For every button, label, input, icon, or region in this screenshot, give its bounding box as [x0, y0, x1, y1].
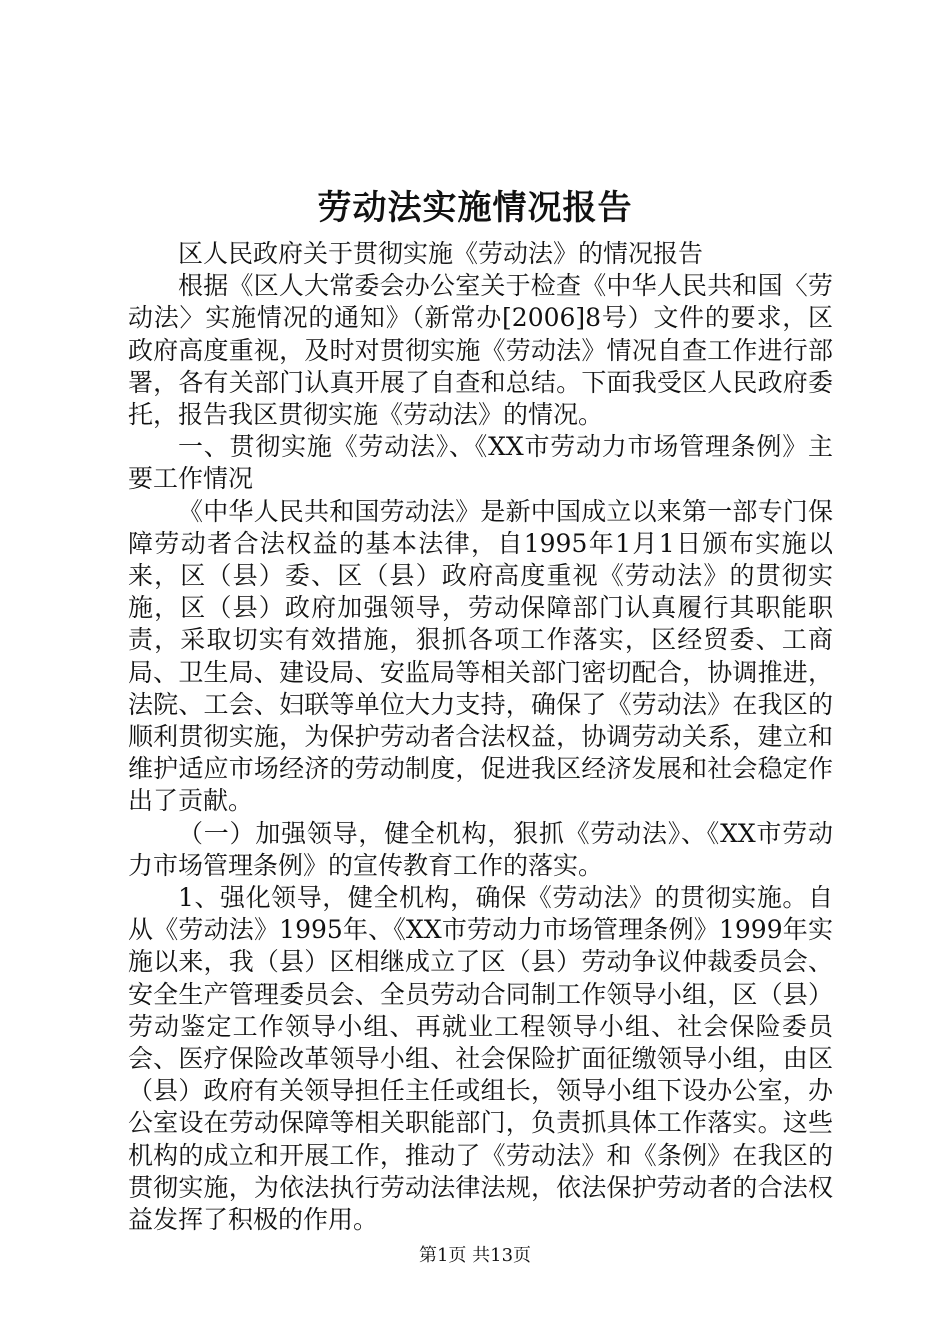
paragraph-leadership-institutions: 1、强化领导，健全机构，确保《劳动法》的贯彻实施。自从《劳动法》1995年、《XX市劳动力市场管理条例》1999年实施以来，我（县）区相继成立了区（县）劳动争议仲裁委员会、安全生产管理委员会、全员劳动合同制工作领导小组，区（县）劳动鉴定工作领导小组、再就业工程领导小组、社会保险委员会、医疗保险改革领导小组、社会保险扩面征缴领导小组，由区（县）政府有关领导担任主任或组长，领导小组下设办公室，办公室设在劳动保障等相关职能部门，负责抓具体工作落实。这些机构的成立和开展工作，推动了《劳动法》和《条例》在我区的贯彻实施，为依法执行劳动法律法规，依法保护劳动者的合法权益发挥了积极的作用。	[128, 883, 833, 1235]
subsection-heading-1: （一）加强领导，健全机构，狠抓《劳动法》、《XX市劳动力市场管理条例》的宣传教育工作的落实。	[128, 818, 833, 880]
document-title: 劳动法实施情况报告	[317, 188, 633, 228]
paragraph-labor-law-overview: 《中华人民共和国劳动法》是新中国成立以来第一部专门保障劳动者合法权益的基本法律，自1995年1月1日颁布实施以来，区（县）委、区（县）政府高度重视《劳动法》的贯彻实施，区（县）政府加强领导，劳动保障部门认真履行其职能职责，采取切实有效措施，狠抓各项工作落实，区经贸委、工商局、卫生局、建设局、安监局等相关部门密切配合，协调推进，法院、工会、妇联等单位大力支持，确保了《劳动法》在我区的顺利贯彻实施，为保护劳动者合法权益，协调劳动关系，建立和维护适应市场经济的劳动制度，促进我区经济发展和社会稳定作出了贡献。	[128, 496, 833, 816]
page-footer: 第1页 共13页	[418, 1245, 532, 1266]
document-body	[128, 238, 833, 1236]
paragraph-intro: 根据《区人大常委会办公室关于检查《中华人民共和国〈劳动法〉实施情况的通知》（新常办[2006]8号）文件的要求，区政府高度重视，及时对贯彻实施《劳动法》情况自查工作进行部署，各有关部门认真开展了自查和总结。下面我受区人民政府委托，报告我区贯彻实施《劳动法》的情况。	[128, 271, 833, 430]
section-heading-1: 一、贯彻实施《劳动法》、《XX市劳动力市场管理条例》主要工作情况	[128, 432, 833, 494]
paragraph-report-heading: 区人民政府关于贯彻实施《劳动法》的情况报告	[178, 239, 704, 268]
